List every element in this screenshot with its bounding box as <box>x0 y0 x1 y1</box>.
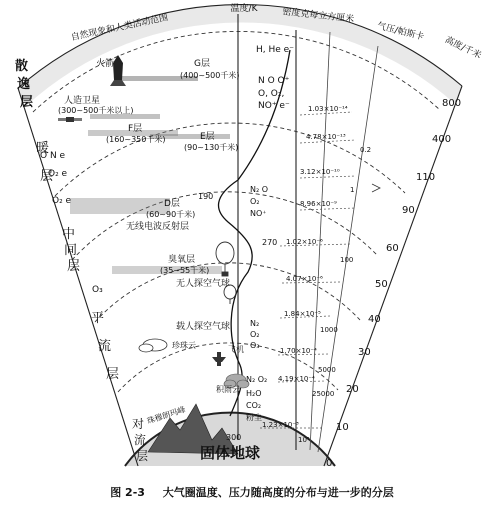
solid-earth-label: 固体地球 <box>199 444 261 462</box>
stratosphere-label-char: 层 <box>106 367 120 382</box>
pressure-value: 1000 <box>320 326 338 334</box>
ozone-layer-label: 臭氧层 <box>168 255 196 265</box>
everest-label: 珠穆朗玛峰 <box>145 404 187 426</box>
temperature-mark: 270 <box>262 238 278 247</box>
pearl-cloud-label: 珍珠云 <box>172 341 196 350</box>
density-dash <box>300 208 355 210</box>
species-label: O₂ e <box>48 169 68 179</box>
exosphere-label-char: 散 <box>15 59 29 74</box>
species-label: H, He e⁻ <box>256 45 294 55</box>
satellite-icon <box>58 117 82 122</box>
density-value: 4.78×10⁻¹³ <box>306 133 346 141</box>
density-value: 4.19×10⁻⁴ <box>278 375 315 383</box>
rocket-label: 火箭 <box>96 59 115 69</box>
d-layer-range: (60~90千米) <box>146 210 196 219</box>
species-label: H₂O <box>246 389 262 398</box>
density-value: 4.07×10⁻⁶ <box>286 275 323 283</box>
pearl-cloud-icon <box>139 339 167 352</box>
height-tick: 30 <box>358 347 371 358</box>
temperature-mark: 300 <box>226 433 242 442</box>
species-label: NO⁺ <box>250 209 267 218</box>
species-label: O₃ <box>92 285 103 295</box>
troposphere-label-char: 流 <box>134 433 147 447</box>
aircraft-icon <box>212 352 226 366</box>
satellite-range: (300~500千米以上) <box>58 106 134 115</box>
height-tick: 400 <box>432 134 452 145</box>
troposphere-label-char: 层 <box>136 449 149 463</box>
g-layer-range: (400~500千米) <box>180 71 240 80</box>
species-label: O, O₂, <box>258 89 285 99</box>
outer-fan-band <box>18 5 462 106</box>
cumulonimbus-label: 积雨云 <box>216 385 240 394</box>
pressure-value: 5000 <box>318 366 336 374</box>
species-label: N₂ O <box>250 185 269 194</box>
species-label: O₂ e <box>52 196 72 206</box>
density-value: 1.02×10⁻⁶ <box>286 238 323 246</box>
f-layer-range: (160~350千米) <box>106 135 166 144</box>
density-value: 1.84×10⁻⁵ <box>284 310 321 318</box>
f-layer-label: F层 <box>128 124 143 134</box>
density-axis-title: 密度克每立方厘米 <box>281 7 355 25</box>
ozone-layer-range: (35~55千米) <box>160 266 210 275</box>
height-tick: 20 <box>346 384 359 395</box>
temperature-mark: 190 <box>198 192 214 201</box>
g-layer-label: G层 <box>194 59 210 69</box>
height-tick: 50 <box>375 279 388 290</box>
satellite-label: 人造卫星 <box>64 96 101 106</box>
height-tick: 40 <box>368 314 381 325</box>
species-label: O₂ <box>250 330 260 339</box>
species-label: O₂ <box>250 197 260 206</box>
e-layer-range: (90~130千米) <box>184 143 239 152</box>
density-value: 8.96×10⁻⁹ <box>300 200 337 208</box>
caption-number: 图 2-3 <box>110 486 145 499</box>
pressure-axis-title: 气压/帕斯卡 <box>375 21 426 43</box>
mesosphere-label-char: 层 <box>67 259 81 274</box>
thermosphere-label-char: 层 <box>40 169 54 184</box>
species-label: N₂ <box>250 319 260 328</box>
height-tick: 10 <box>336 422 349 433</box>
height-tick: 0 <box>326 458 333 469</box>
density-value: 3.12×10⁻¹⁰ <box>300 168 340 176</box>
density-value: 1.23×10⁻³ <box>262 421 299 429</box>
human-range-label: 自然现象和人类活动范围 <box>70 12 170 44</box>
d-layer-label: D层 <box>164 199 180 209</box>
mesosphere-label-char: 间 <box>64 243 78 258</box>
height-tick: 800 <box>442 98 462 109</box>
species-label: O₃ <box>250 341 260 350</box>
height-tick: 60 <box>386 243 399 254</box>
manned-balloon-label: 载人探空气球 <box>176 322 231 332</box>
height-tick: 110 <box>416 172 436 183</box>
species-label: CO₂ <box>246 401 262 410</box>
species-label: N O O⁺ <box>258 76 290 86</box>
pressure-value: 100 <box>340 256 354 264</box>
species-label: N₂ O₂ <box>246 375 268 384</box>
species-label: O N e <box>40 151 66 161</box>
exosphere-label-char: 逸 <box>17 77 31 92</box>
stratosphere-label-char: 平 <box>91 311 105 326</box>
density-arrow-icon <box>372 184 380 192</box>
height-axis-title: 高度/千米 <box>443 35 483 62</box>
pressure-value: 10⁵ <box>298 436 310 444</box>
species-label: NO⁺ e⁻ <box>258 101 290 111</box>
radio-reflection-label: 无线电波反射层 <box>126 222 190 232</box>
pressure-value: 25000 <box>312 390 335 398</box>
troposphere-label-char: 对 <box>132 417 145 431</box>
density-value: 1.03×10⁻¹⁴ <box>308 105 348 113</box>
pressure-value: 1 <box>350 186 355 194</box>
figure-caption <box>0 484 504 500</box>
unmanned-balloon-label: 无人探空气球 <box>176 279 231 289</box>
exosphere-label-char: 层 <box>20 95 34 110</box>
aircraft-label: 飞机 <box>228 345 244 354</box>
species-label: 粉尘 <box>246 413 262 422</box>
pressure-value: 0.2 <box>360 146 372 154</box>
mesosphere-label-char: 中 <box>62 227 76 242</box>
temperature-axis-title: 温度/K <box>230 4 258 14</box>
height-tick: 90 <box>402 205 415 216</box>
e-layer-label: E层 <box>200 132 215 142</box>
caption-text: 大气圈温度、压力随高度的分布与进一步的分层 <box>162 486 394 499</box>
thermosphere-label-char: 暖 <box>36 141 50 156</box>
density-dash <box>300 176 355 178</box>
stratosphere-label-char: 流 <box>98 339 112 354</box>
density-value: 1.70×10⁻⁴ <box>280 347 317 355</box>
